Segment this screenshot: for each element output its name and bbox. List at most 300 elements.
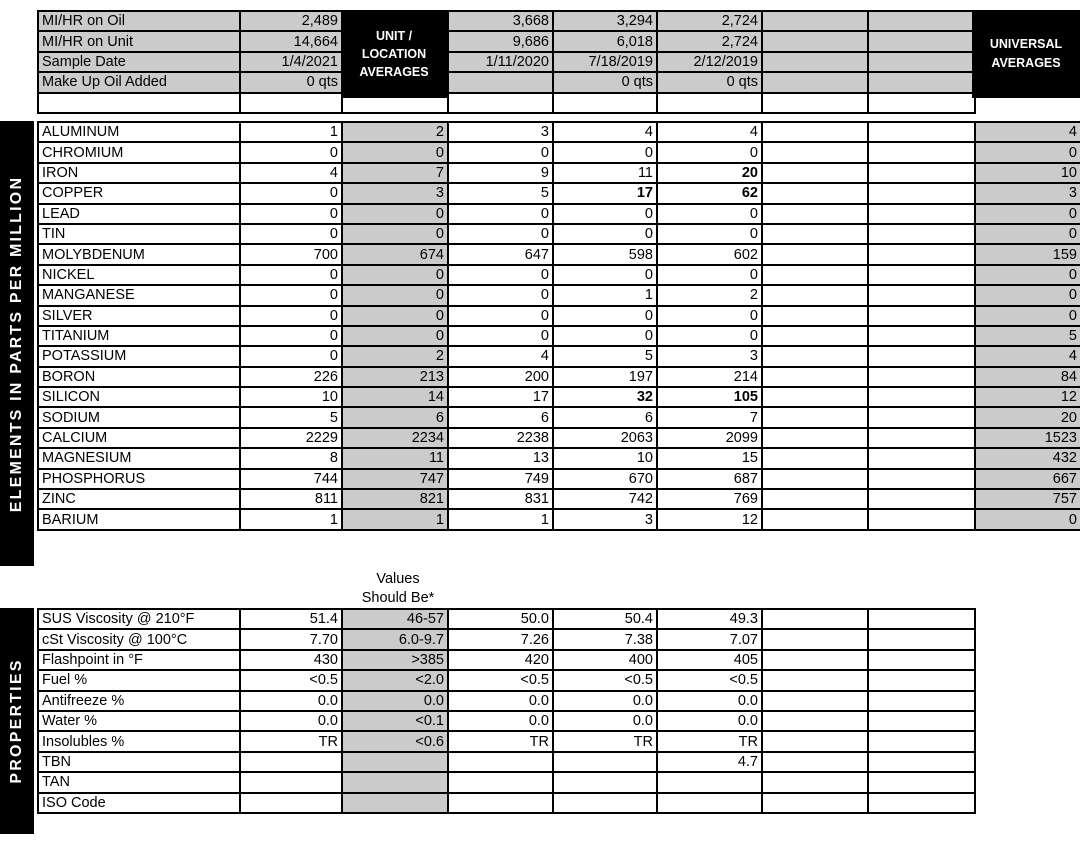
element-previous-value: 20 bbox=[657, 163, 762, 183]
element-unit-average: 0 bbox=[342, 265, 448, 285]
element-empty-cell bbox=[762, 489, 868, 509]
element-row bbox=[38, 407, 1080, 427]
element-previous-value: 4 bbox=[448, 346, 553, 366]
unit-header-line: LOCATION bbox=[361, 47, 427, 61]
property-empty-cell bbox=[868, 670, 975, 690]
property-previous-value: TR bbox=[448, 731, 553, 751]
property-label: TAN bbox=[38, 772, 240, 792]
header-previous-value: 0 qts bbox=[553, 72, 657, 92]
element-universal-average: 757 bbox=[975, 489, 1080, 509]
element-previous-value: 0 bbox=[553, 306, 657, 326]
element-label: LEAD bbox=[38, 204, 240, 224]
element-row bbox=[38, 204, 1080, 224]
element-unit-average: 3 bbox=[342, 183, 448, 203]
property-expected-range: 6.0-9.7 bbox=[342, 629, 448, 649]
property-row bbox=[38, 731, 975, 751]
property-current-value: TR bbox=[240, 731, 342, 751]
element-empty-cell bbox=[762, 407, 868, 427]
element-empty-cell bbox=[868, 122, 975, 142]
property-empty-cell bbox=[762, 609, 868, 629]
property-empty-cell bbox=[868, 711, 975, 731]
element-previous-value: 13 bbox=[448, 448, 553, 468]
element-current-value: 0 bbox=[240, 265, 342, 285]
property-empty-cell bbox=[762, 691, 868, 711]
element-universal-average: 1523 bbox=[975, 428, 1080, 448]
element-row bbox=[38, 122, 1080, 142]
element-previous-value: 0 bbox=[657, 142, 762, 162]
element-empty-cell bbox=[868, 285, 975, 305]
element-unit-average: 1 bbox=[342, 509, 448, 529]
element-previous-value: 769 bbox=[657, 489, 762, 509]
property-label: Antifreeze % bbox=[38, 691, 240, 711]
header-previous-value: 9,686 bbox=[448, 31, 553, 51]
element-current-value: 1 bbox=[240, 122, 342, 142]
property-expected-range: >385 bbox=[342, 650, 448, 670]
element-empty-cell bbox=[762, 285, 868, 305]
blank-cell bbox=[240, 93, 342, 113]
element-previous-value: 0 bbox=[553, 142, 657, 162]
element-empty-cell bbox=[762, 346, 868, 366]
element-label: MOLYBDENUM bbox=[38, 244, 240, 264]
property-empty-cell bbox=[868, 752, 975, 772]
element-label: ZINC bbox=[38, 489, 240, 509]
element-empty-cell bbox=[868, 509, 975, 529]
element-previous-value: 5 bbox=[448, 183, 553, 203]
header-row bbox=[38, 31, 975, 51]
element-unit-average: 0 bbox=[342, 285, 448, 305]
property-label: Insolubles % bbox=[38, 731, 240, 751]
element-previous-value: 4 bbox=[553, 122, 657, 142]
element-previous-value: 10 bbox=[553, 448, 657, 468]
property-empty-cell bbox=[762, 650, 868, 670]
element-empty-cell bbox=[868, 163, 975, 183]
element-label: NICKEL bbox=[38, 265, 240, 285]
element-unit-average: 6 bbox=[342, 407, 448, 427]
property-previous-value bbox=[448, 752, 553, 772]
element-row bbox=[38, 306, 1080, 326]
header-row bbox=[38, 72, 975, 92]
element-empty-cell bbox=[868, 265, 975, 285]
property-previous-value bbox=[553, 793, 657, 813]
element-universal-average: 10 bbox=[975, 163, 1080, 183]
property-current-value bbox=[240, 772, 342, 792]
property-label: Flashpoint in °F bbox=[38, 650, 240, 670]
property-row bbox=[38, 650, 975, 670]
header-empty-cell bbox=[762, 72, 868, 92]
element-current-value: 8 bbox=[240, 448, 342, 468]
property-expected-range: 46-57 bbox=[342, 609, 448, 629]
header-previous-value bbox=[448, 72, 553, 92]
element-empty-cell bbox=[762, 122, 868, 142]
blank-cell bbox=[553, 93, 657, 113]
property-previous-value: 7.38 bbox=[553, 629, 657, 649]
header-blank-row bbox=[38, 93, 975, 113]
element-row bbox=[38, 489, 1080, 509]
element-previous-value: 17 bbox=[553, 183, 657, 203]
element-row bbox=[38, 265, 1080, 285]
element-universal-average: 667 bbox=[975, 469, 1080, 489]
element-previous-value: 0 bbox=[448, 224, 553, 244]
header-empty-cell bbox=[762, 31, 868, 51]
property-current-value bbox=[240, 793, 342, 813]
header-empty-cell bbox=[868, 31, 975, 51]
property-previous-value: 0.0 bbox=[553, 691, 657, 711]
element-unit-average: 14 bbox=[342, 387, 448, 407]
header-previous-value: 2/12/2019 bbox=[657, 52, 762, 72]
header-previous-value: 2,724 bbox=[657, 31, 762, 51]
property-row bbox=[38, 670, 975, 690]
element-current-value: 226 bbox=[240, 367, 342, 387]
element-label: TIN bbox=[38, 224, 240, 244]
property-label: ISO Code bbox=[38, 793, 240, 813]
element-previous-value: 0 bbox=[657, 224, 762, 244]
element-empty-cell bbox=[762, 244, 868, 264]
property-previous-value: 7.26 bbox=[448, 629, 553, 649]
element-empty-cell bbox=[868, 346, 975, 366]
header-current-value: 2,489 bbox=[240, 11, 342, 31]
element-unit-average: 2234 bbox=[342, 428, 448, 448]
property-empty-cell bbox=[868, 629, 975, 649]
property-previous-value: 7.07 bbox=[657, 629, 762, 649]
element-label: SILVER bbox=[38, 306, 240, 326]
element-empty-cell bbox=[762, 428, 868, 448]
element-label: CALCIUM bbox=[38, 428, 240, 448]
element-label: BARIUM bbox=[38, 509, 240, 529]
element-universal-average: 4 bbox=[975, 346, 1080, 366]
element-empty-cell bbox=[868, 306, 975, 326]
element-previous-value: 6 bbox=[448, 407, 553, 427]
element-previous-value: 0 bbox=[448, 142, 553, 162]
property-expected-range bbox=[342, 772, 448, 792]
blank-cell bbox=[762, 93, 868, 113]
element-previous-value: 1 bbox=[448, 509, 553, 529]
property-previous-value: 420 bbox=[448, 650, 553, 670]
element-unit-average: 11 bbox=[342, 448, 448, 468]
element-row bbox=[38, 224, 1080, 244]
header-empty-cell bbox=[868, 72, 975, 92]
values-should-be-note bbox=[343, 570, 453, 608]
blank-cell bbox=[657, 93, 762, 113]
element-current-value: 700 bbox=[240, 244, 342, 264]
property-expected-range: 0.0 bbox=[342, 691, 448, 711]
property-row bbox=[38, 691, 975, 711]
universal-header-line: AVERAGES bbox=[991, 56, 1061, 70]
element-current-value: 744 bbox=[240, 469, 342, 489]
element-empty-cell bbox=[762, 142, 868, 162]
element-empty-cell bbox=[762, 367, 868, 387]
element-previous-value: 0 bbox=[657, 204, 762, 224]
header-row-label: MI/HR on Oil bbox=[38, 11, 240, 31]
element-previous-value: 831 bbox=[448, 489, 553, 509]
element-empty-cell bbox=[868, 224, 975, 244]
property-expected-range bbox=[342, 793, 448, 813]
header-previous-value: 3,294 bbox=[553, 11, 657, 31]
property-previous-value bbox=[553, 772, 657, 792]
header-empty-cell bbox=[762, 11, 868, 31]
element-label: IRON bbox=[38, 163, 240, 183]
element-empty-cell bbox=[868, 428, 975, 448]
element-label: MAGNESIUM bbox=[38, 448, 240, 468]
element-universal-average: 0 bbox=[975, 509, 1080, 529]
element-label: MANGANESE bbox=[38, 285, 240, 305]
element-empty-cell bbox=[762, 509, 868, 529]
element-row bbox=[38, 244, 1080, 264]
note-line: Should Be* bbox=[361, 590, 435, 606]
element-previous-value: 2238 bbox=[448, 428, 553, 448]
element-current-value: 1 bbox=[240, 509, 342, 529]
property-empty-cell bbox=[868, 609, 975, 629]
property-previous-value: 0.0 bbox=[657, 711, 762, 731]
property-current-value bbox=[240, 752, 342, 772]
element-previous-value: 12 bbox=[657, 509, 762, 529]
element-previous-value: 647 bbox=[448, 244, 553, 264]
element-row bbox=[38, 183, 1080, 203]
unit-header-line: AVERAGES bbox=[359, 65, 429, 79]
property-previous-value: 400 bbox=[553, 650, 657, 670]
property-previous-value: 4.7 bbox=[657, 752, 762, 772]
element-universal-average: 159 bbox=[975, 244, 1080, 264]
note-line: Values bbox=[376, 571, 420, 587]
property-current-value: 0.0 bbox=[240, 711, 342, 731]
element-previous-value: 602 bbox=[657, 244, 762, 264]
property-previous-value: 0.0 bbox=[448, 711, 553, 731]
property-row bbox=[38, 711, 975, 731]
element-empty-cell bbox=[762, 163, 868, 183]
element-row bbox=[38, 469, 1080, 489]
element-empty-cell bbox=[868, 469, 975, 489]
element-empty-cell bbox=[762, 387, 868, 407]
element-previous-value: 9 bbox=[448, 163, 553, 183]
element-empty-cell bbox=[868, 387, 975, 407]
element-current-value: 2229 bbox=[240, 428, 342, 448]
element-previous-value: 5 bbox=[553, 346, 657, 366]
element-previous-value: 742 bbox=[553, 489, 657, 509]
element-previous-value: 0 bbox=[657, 306, 762, 326]
element-previous-value: 1 bbox=[553, 285, 657, 305]
element-empty-cell bbox=[868, 142, 975, 162]
element-label: SILICON bbox=[38, 387, 240, 407]
element-empty-cell bbox=[762, 306, 868, 326]
element-row bbox=[38, 346, 1080, 366]
element-current-value: 4 bbox=[240, 163, 342, 183]
element-label: TITANIUM bbox=[38, 326, 240, 346]
element-empty-cell bbox=[868, 244, 975, 264]
property-row bbox=[38, 772, 975, 792]
header-previous-value: 7/18/2019 bbox=[553, 52, 657, 72]
property-previous-value: 405 bbox=[657, 650, 762, 670]
property-previous-value: 49.3 bbox=[657, 609, 762, 629]
header-table bbox=[37, 10, 976, 114]
element-empty-cell bbox=[762, 183, 868, 203]
element-label: CHROMIUM bbox=[38, 142, 240, 162]
header-current-value: 0 qts bbox=[240, 72, 342, 92]
header-empty-cell bbox=[868, 52, 975, 72]
property-label: TBN bbox=[38, 752, 240, 772]
element-unit-average: 0 bbox=[342, 224, 448, 244]
element-empty-cell bbox=[762, 448, 868, 468]
property-previous-value: 50.4 bbox=[553, 609, 657, 629]
property-label: Water % bbox=[38, 711, 240, 731]
element-empty-cell bbox=[868, 367, 975, 387]
element-current-value: 0 bbox=[240, 204, 342, 224]
unit-location-averages-header bbox=[341, 10, 447, 98]
element-current-value: 10 bbox=[240, 387, 342, 407]
property-current-value: <0.5 bbox=[240, 670, 342, 690]
element-unit-average: 2 bbox=[342, 346, 448, 366]
blank-cell bbox=[868, 93, 975, 113]
property-expected-range: <2.0 bbox=[342, 670, 448, 690]
header-previous-value: 6,018 bbox=[553, 31, 657, 51]
element-universal-average: 432 bbox=[975, 448, 1080, 468]
unit-header-line: UNIT / bbox=[375, 29, 413, 43]
element-previous-value: 0 bbox=[448, 265, 553, 285]
properties-table bbox=[37, 608, 976, 814]
element-previous-value: 0 bbox=[448, 285, 553, 305]
element-previous-value: 62 bbox=[657, 183, 762, 203]
element-universal-average: 0 bbox=[975, 285, 1080, 305]
property-label: SUS Viscosity @ 210°F bbox=[38, 609, 240, 629]
property-empty-cell bbox=[868, 691, 975, 711]
header-row-label: MI/HR on Unit bbox=[38, 31, 240, 51]
element-current-value: 0 bbox=[240, 285, 342, 305]
element-previous-value: 0 bbox=[657, 326, 762, 346]
element-previous-value: 2063 bbox=[553, 428, 657, 448]
property-expected-range: <0.1 bbox=[342, 711, 448, 731]
element-label: COPPER bbox=[38, 183, 240, 203]
element-unit-average: 674 bbox=[342, 244, 448, 264]
element-label: POTASSIUM bbox=[38, 346, 240, 366]
properties-side-label-bar bbox=[0, 608, 34, 834]
element-universal-average: 0 bbox=[975, 224, 1080, 244]
element-previous-value: 0 bbox=[657, 265, 762, 285]
blank-cell bbox=[38, 93, 240, 113]
property-empty-cell bbox=[762, 793, 868, 813]
header-empty-cell bbox=[868, 11, 975, 31]
element-row bbox=[38, 428, 1080, 448]
property-row bbox=[38, 793, 975, 813]
element-current-value: 0 bbox=[240, 142, 342, 162]
element-previous-value: 687 bbox=[657, 469, 762, 489]
element-previous-value: 670 bbox=[553, 469, 657, 489]
element-empty-cell bbox=[762, 204, 868, 224]
element-empty-cell bbox=[868, 407, 975, 427]
header-previous-value: 0 qts bbox=[657, 72, 762, 92]
element-previous-value: 3 bbox=[448, 122, 553, 142]
element-universal-average: 0 bbox=[975, 142, 1080, 162]
property-previous-value: <0.5 bbox=[553, 670, 657, 690]
element-previous-value: 4 bbox=[657, 122, 762, 142]
property-empty-cell bbox=[868, 793, 975, 813]
property-previous-value: TR bbox=[657, 731, 762, 751]
elements-side-label-bar bbox=[0, 121, 34, 566]
element-empty-cell bbox=[762, 469, 868, 489]
property-label: cSt Viscosity @ 100°C bbox=[38, 629, 240, 649]
element-previous-value: 15 bbox=[657, 448, 762, 468]
element-row bbox=[38, 448, 1080, 468]
element-row bbox=[38, 509, 1080, 529]
property-expected-range: <0.6 bbox=[342, 731, 448, 751]
element-empty-cell bbox=[762, 224, 868, 244]
element-previous-value: 197 bbox=[553, 367, 657, 387]
property-current-value: 7.70 bbox=[240, 629, 342, 649]
element-label: BORON bbox=[38, 367, 240, 387]
element-unit-average: 2 bbox=[342, 122, 448, 142]
element-unit-average: 0 bbox=[342, 326, 448, 346]
element-row bbox=[38, 387, 1080, 407]
element-empty-cell bbox=[868, 489, 975, 509]
element-universal-average: 12 bbox=[975, 387, 1080, 407]
element-unit-average: 0 bbox=[342, 306, 448, 326]
element-universal-average: 0 bbox=[975, 204, 1080, 224]
element-unit-average: 213 bbox=[342, 367, 448, 387]
element-row bbox=[38, 163, 1080, 183]
property-empty-cell bbox=[762, 752, 868, 772]
element-current-value: 0 bbox=[240, 224, 342, 244]
property-row bbox=[38, 609, 975, 629]
elements-table bbox=[37, 121, 1080, 531]
property-previous-value: <0.5 bbox=[448, 670, 553, 690]
element-current-value: 0 bbox=[240, 346, 342, 366]
header-row-label: Sample Date bbox=[38, 52, 240, 72]
property-current-value: 0.0 bbox=[240, 691, 342, 711]
universal-header-line: UNIVERSAL bbox=[989, 37, 1063, 51]
element-previous-value: 17 bbox=[448, 387, 553, 407]
property-empty-cell bbox=[868, 650, 975, 670]
element-unit-average: 0 bbox=[342, 204, 448, 224]
property-empty-cell bbox=[868, 772, 975, 792]
element-label: ALUMINUM bbox=[38, 122, 240, 142]
properties-side-label: PROPERTIES bbox=[8, 658, 25, 784]
element-current-value: 0 bbox=[240, 306, 342, 326]
element-row bbox=[38, 142, 1080, 162]
element-previous-value: 0 bbox=[448, 204, 553, 224]
element-previous-value: 2 bbox=[657, 285, 762, 305]
element-universal-average: 0 bbox=[975, 265, 1080, 285]
blank-cell bbox=[448, 93, 553, 113]
element-label: PHOSPHORUS bbox=[38, 469, 240, 489]
property-previous-value: 0.0 bbox=[657, 691, 762, 711]
header-current-value: 14,664 bbox=[240, 31, 342, 51]
element-empty-cell bbox=[868, 183, 975, 203]
property-empty-cell bbox=[762, 629, 868, 649]
property-empty-cell bbox=[762, 731, 868, 751]
element-empty-cell bbox=[762, 265, 868, 285]
element-current-value: 0 bbox=[240, 183, 342, 203]
element-universal-average: 5 bbox=[975, 326, 1080, 346]
property-previous-value bbox=[657, 793, 762, 813]
element-previous-value: 2099 bbox=[657, 428, 762, 448]
property-empty-cell bbox=[762, 711, 868, 731]
element-previous-value: 3 bbox=[553, 509, 657, 529]
element-previous-value: 200 bbox=[448, 367, 553, 387]
element-empty-cell bbox=[868, 448, 975, 468]
element-empty-cell bbox=[762, 326, 868, 346]
header-empty-cell bbox=[762, 52, 868, 72]
property-row bbox=[38, 629, 975, 649]
property-empty-cell bbox=[762, 670, 868, 690]
property-previous-value bbox=[553, 752, 657, 772]
property-previous-value bbox=[657, 772, 762, 792]
element-empty-cell bbox=[868, 326, 975, 346]
element-empty-cell bbox=[868, 204, 975, 224]
element-previous-value: 214 bbox=[657, 367, 762, 387]
element-previous-value: 0 bbox=[553, 265, 657, 285]
property-empty-cell bbox=[868, 731, 975, 751]
element-universal-average: 4 bbox=[975, 122, 1080, 142]
property-previous-value: 0.0 bbox=[553, 711, 657, 731]
property-empty-cell bbox=[762, 772, 868, 792]
property-previous-value: <0.5 bbox=[657, 670, 762, 690]
